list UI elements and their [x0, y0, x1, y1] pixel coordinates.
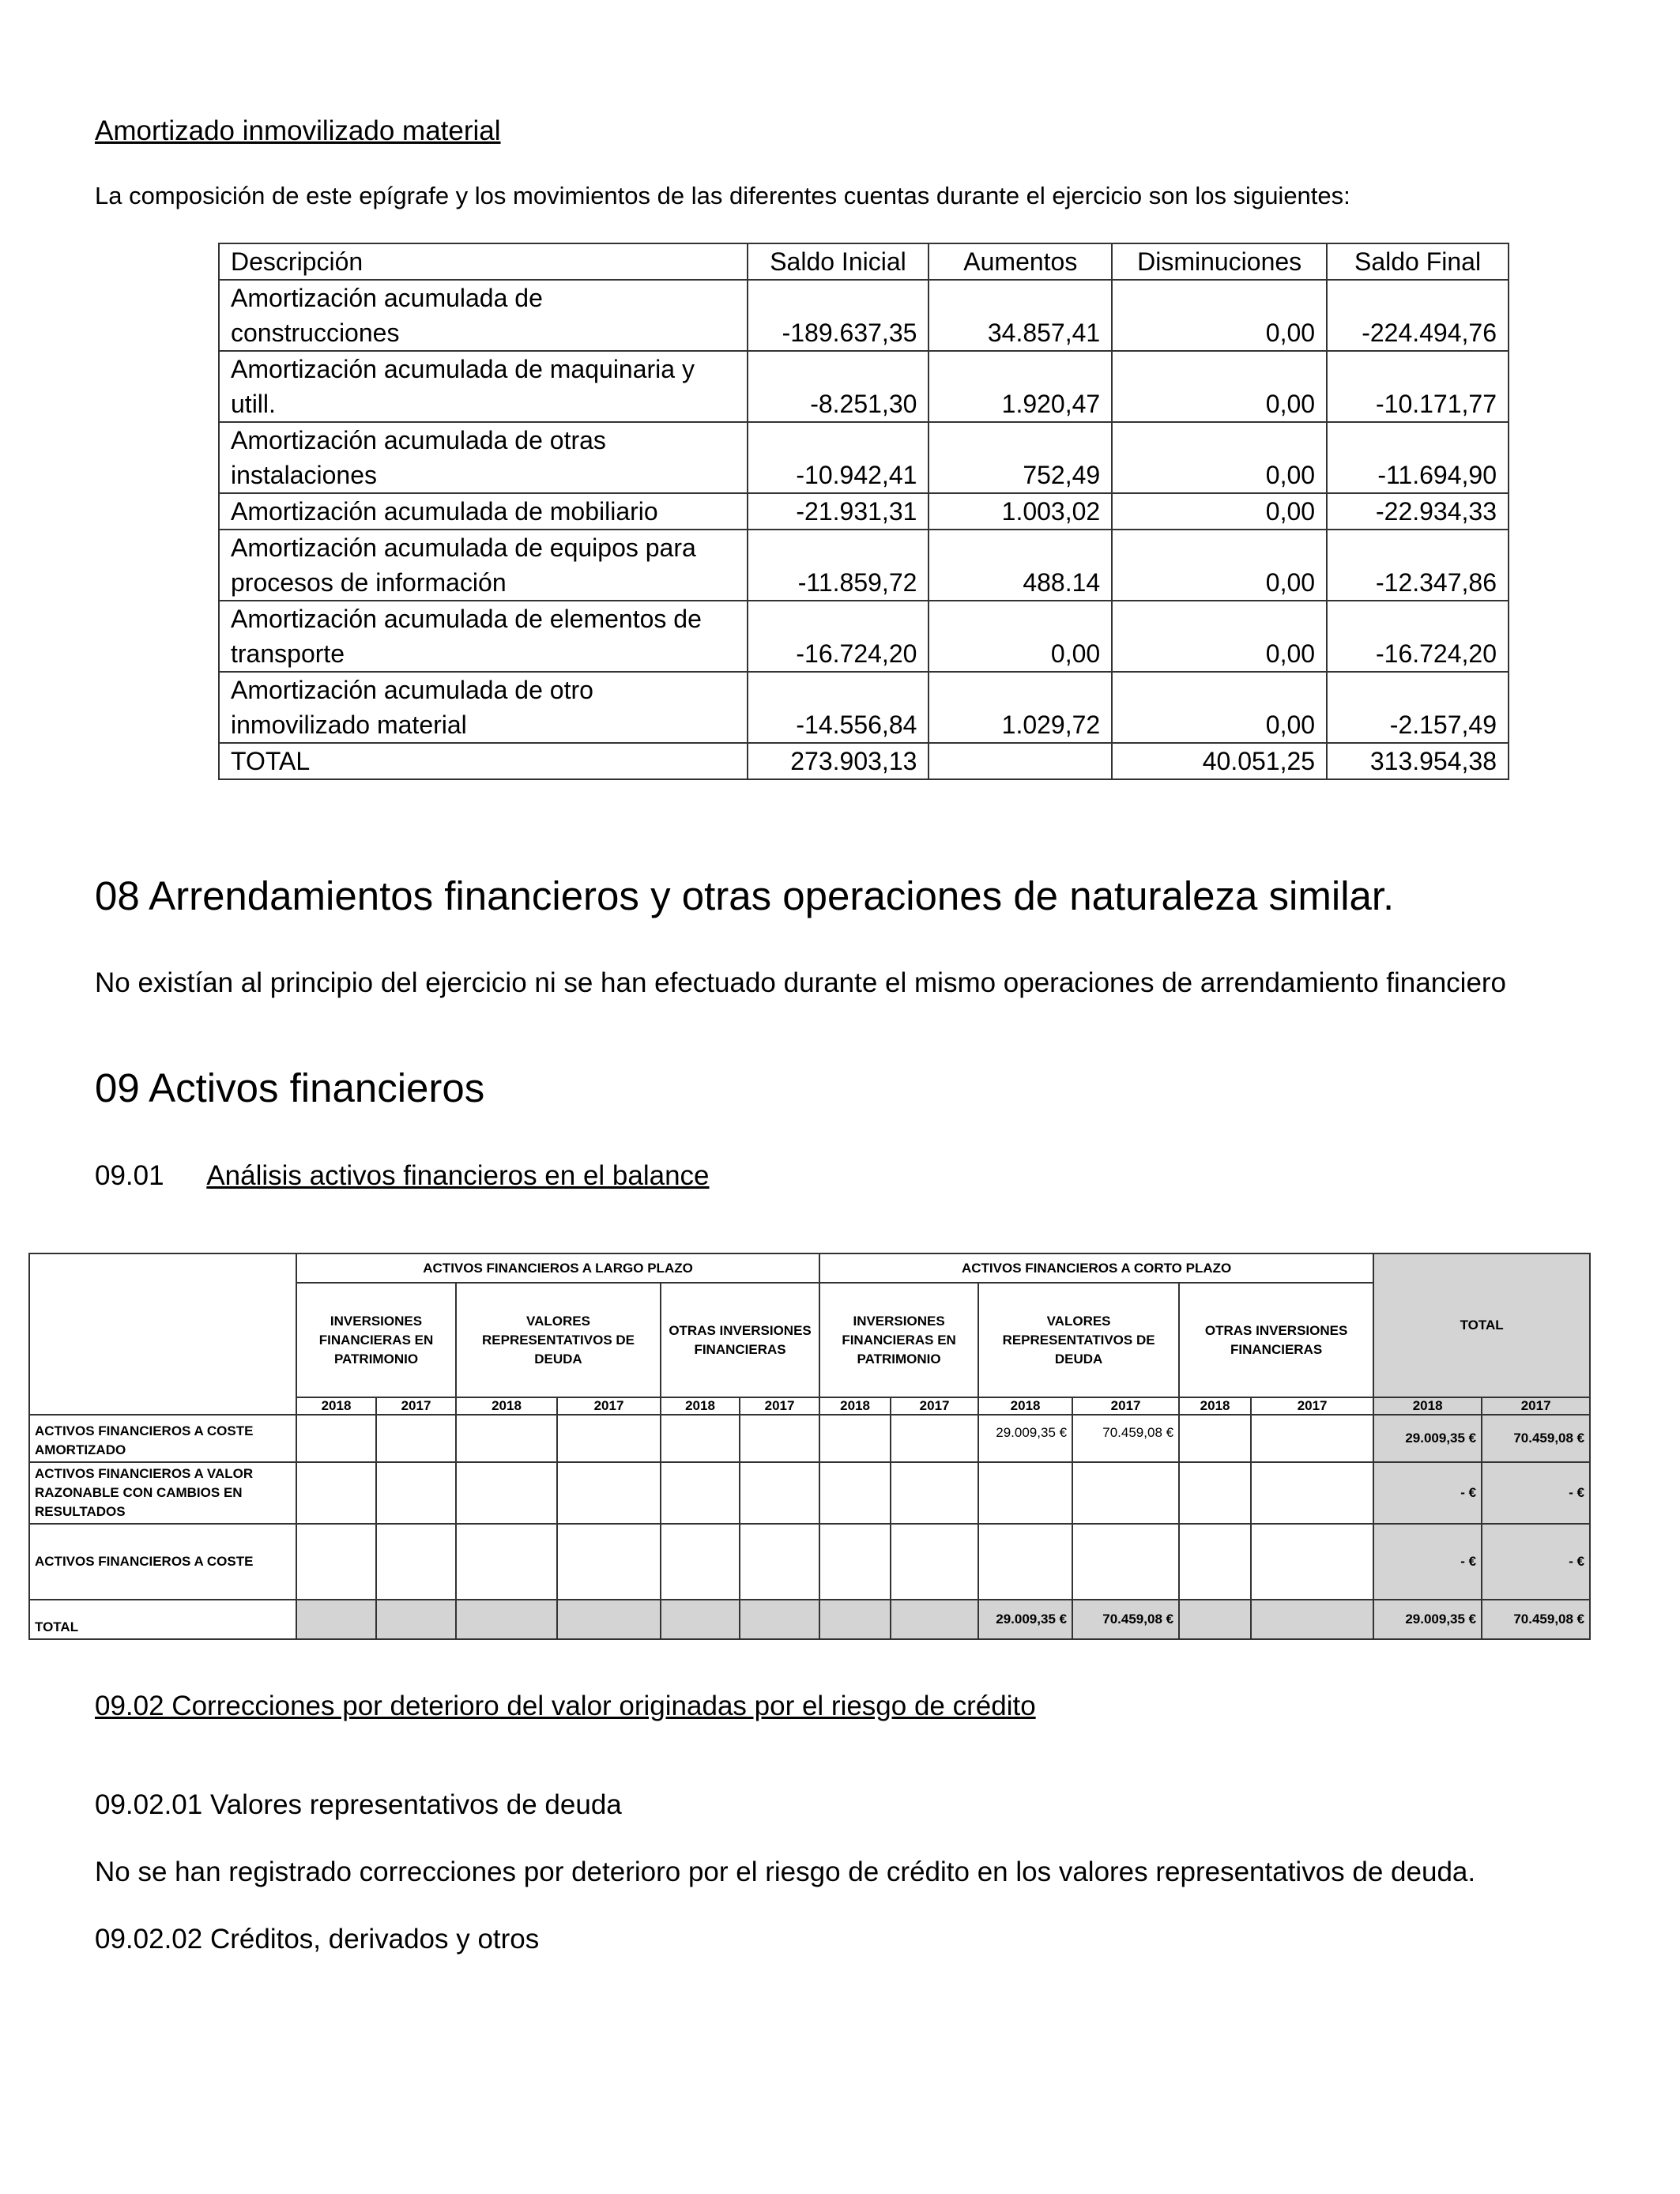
row-label: ACTIVOS FINANCIEROS A COSTE AMORTIZADO: [29, 1415, 296, 1462]
row-label: instalaciones: [231, 461, 377, 489]
row-label: procesos de información: [231, 568, 507, 597]
column-header: Saldo Inicial: [748, 243, 929, 280]
row-label: inmovilizado material: [231, 711, 467, 739]
cell-value: [978, 1524, 1072, 1600]
table-row: [219, 280, 1509, 351]
heading-09: 09 Activos financieros: [95, 1065, 485, 1110]
total-value: 29.009,35 €: [1373, 1600, 1482, 1639]
cell-value: 40.051,25: [1112, 743, 1327, 779]
cell-value: 70.459,08 €: [1072, 1415, 1179, 1462]
cell-value: -11.694,90: [1327, 422, 1509, 493]
cell-value: 0,00: [1112, 351, 1327, 422]
text-08: No existían al principio del ejercicio ni se han efectuado durante el mismo operaciones de arrendamiento financiero: [95, 967, 1507, 998]
depreciation-table: [218, 243, 1509, 780]
subheader-row: [29, 1283, 1590, 1397]
cell-value: -14.556,84: [748, 672, 929, 743]
row-label: TOTAL: [219, 743, 748, 779]
cell-value: [978, 1462, 1072, 1524]
year-label: 2017: [1482, 1397, 1590, 1415]
cell-value: 34.857,41: [929, 280, 1112, 351]
financial-assets-table: [28, 1253, 1591, 1640]
total-value: - €: [1373, 1462, 1482, 1524]
year-label: 2017: [1251, 1397, 1373, 1415]
cell-value: 488.14: [929, 530, 1112, 601]
cell-value: 0,00: [1112, 493, 1327, 530]
row-label: Amortización acumulada de elementos de: [231, 605, 702, 633]
year-label: 2018: [456, 1397, 557, 1415]
cell-value: 1.003,02: [929, 493, 1112, 530]
total-value: - €: [1482, 1524, 1590, 1600]
cell-value: -8.251,30: [748, 351, 929, 422]
subheader-cell: OTRAS INVERSIONES FINANCIERAS: [1179, 1283, 1373, 1397]
year-label: 2017: [740, 1397, 819, 1415]
year-label: 2018: [661, 1397, 740, 1415]
year-label: 2018: [978, 1397, 1072, 1415]
year-label: 2017: [557, 1397, 661, 1415]
cell-value: [1072, 1524, 1179, 1600]
total-value: 70.459,08 €: [1482, 1415, 1590, 1462]
row-label: utill.: [231, 390, 276, 418]
table-row: [219, 530, 1509, 601]
cell-value: -189.637,35: [748, 280, 929, 351]
table-row: [29, 1415, 1590, 1462]
total-value: - €: [1482, 1462, 1590, 1524]
total-value: 70.459,08 €: [1072, 1600, 1179, 1639]
cell-value: 0,00: [1112, 422, 1327, 493]
year-label: 2017: [376, 1397, 456, 1415]
subheading-0902: 09.02 Correcciones por deterioro del valor originadas por el riesgo de crédito: [95, 1691, 1036, 1721]
row-label: construcciones: [231, 319, 400, 347]
cell-value: 0,00: [1112, 280, 1327, 351]
subheader-cell: INVERSIONES FINANCIERAS EN PATRIMONIO: [296, 1283, 456, 1397]
group-header-long-term: ACTIVOS FINANCIEROS A LARGO PLAZO: [296, 1253, 819, 1283]
cell-value: 0,00: [929, 601, 1112, 672]
total-value: 29.009,35 €: [1373, 1415, 1482, 1462]
cell-value: -16.724,20: [748, 601, 929, 672]
column-header: Disminuciones: [1112, 243, 1327, 280]
table-row: [219, 601, 1509, 672]
subheader-cell: INVERSIONES FINANCIERAS EN PATRIMONIO: [819, 1283, 978, 1397]
subheading-title: Análisis activos financieros en el balance: [206, 1160, 710, 1191]
subheading-0901: [95, 1159, 710, 1193]
cell-value: -21.931,31: [748, 493, 929, 530]
total-row: [29, 1600, 1590, 1639]
total-value: 29.009,35 €: [978, 1600, 1072, 1639]
cell-value: [929, 743, 1112, 779]
section-title: Amortizado inmovilizado material: [95, 115, 501, 146]
cell-value: -12.347,86: [1327, 530, 1509, 601]
cell-value: 29.009,35 €: [978, 1415, 1072, 1462]
table-row: [219, 422, 1509, 493]
cell-value: -16.724,20: [1327, 601, 1509, 672]
cell-value: 313.954,38: [1327, 743, 1509, 779]
cell-value: -22.934,33: [1327, 493, 1509, 530]
total-value: 70.459,08 €: [1482, 1600, 1590, 1639]
cell-value: 0,00: [1112, 601, 1327, 672]
cell-value: -11.859,72: [748, 530, 929, 601]
table-row: [219, 672, 1509, 743]
table-row: [219, 351, 1509, 422]
subheading-number: 09.01: [95, 1160, 164, 1191]
cell-value: -10.171,77: [1327, 351, 1509, 422]
table-header-row: [219, 243, 1509, 280]
column-header: Aumentos: [929, 243, 1112, 280]
cell-value: 1.029,72: [929, 672, 1112, 743]
cell-value: 1.920,47: [929, 351, 1112, 422]
row-label: ACTIVOS FINANCIEROS A COSTE: [29, 1524, 296, 1600]
subheader-cell: OTRAS INVERSIONES FINANCIERAS: [661, 1283, 819, 1397]
row-label: Amortización acumulada de equipos para: [231, 533, 696, 562]
year-label: 2018: [1179, 1397, 1251, 1415]
cell-value: 752,49: [929, 422, 1112, 493]
row-label: Amortización acumulada de maquinaria y: [231, 355, 695, 383]
column-header: Descripción: [219, 243, 748, 280]
year-row: [29, 1397, 1590, 1415]
row-label: TOTAL: [29, 1600, 296, 1639]
cell-value: 273.903,13: [748, 743, 929, 779]
row-label: Amortización acumulada de mobiliario: [219, 493, 748, 530]
year-label: 2018: [1373, 1397, 1482, 1415]
year-label: 2017: [1072, 1397, 1179, 1415]
cell-value: 0,00: [1112, 672, 1327, 743]
text-090201: No se han registrado correcciones por deterioro por el riesgo de crédito en los valores representativos de deuda.: [95, 1857, 1476, 1887]
subheader-cell: VALORES REPRESENTATIVOS DE DEUDA: [978, 1283, 1179, 1397]
row-label: Amortización acumulada de: [231, 284, 543, 312]
intro-text: La composición de este epígrafe y los movimientos de las diferentes cuentas durante el ejercicio son los siguientes:: [95, 182, 1350, 209]
heading-08: 08 Arrendamientos financieros y otras operaciones de naturaleza similar.: [95, 873, 1395, 918]
group-header-short-term: ACTIVOS FINANCIEROS A CORTO PLAZO: [819, 1253, 1373, 1283]
row-label: transporte: [231, 639, 345, 668]
table-row: [29, 1524, 1590, 1600]
total-header: TOTAL: [1373, 1253, 1590, 1397]
table-row: [29, 1462, 1590, 1524]
group-header-row: [29, 1253, 1590, 1283]
row-label: Amortización acumulada de otras: [231, 426, 606, 454]
cell-value: -224.494,76: [1327, 280, 1509, 351]
subheader-cell: VALORES REPRESENTATIVOS DE DEUDA: [456, 1283, 661, 1397]
table-row: [219, 493, 1509, 530]
total-value: - €: [1373, 1524, 1482, 1600]
year-label: 2018: [819, 1397, 891, 1415]
cell-value: -2.157,49: [1327, 672, 1509, 743]
cell-value: 0,00: [1112, 530, 1327, 601]
year-label: 2017: [891, 1397, 978, 1415]
cell-value: -10.942,41: [748, 422, 929, 493]
cell-value: [1072, 1462, 1179, 1524]
row-label: Amortización acumulada de otro: [231, 676, 593, 704]
subheading-090201: 09.02.01 Valores representativos de deuda: [95, 1789, 622, 1820]
row-label: ACTIVOS FINANCIEROS A VALOR RAZONABLE CON CAMBIOS EN RESULTADOS: [29, 1462, 296, 1524]
column-header: Saldo Final: [1327, 243, 1509, 280]
total-row: [219, 743, 1509, 779]
year-label: 2018: [296, 1397, 376, 1415]
subheading-090202: 09.02.02 Créditos, derivados y otros: [95, 1924, 540, 1955]
